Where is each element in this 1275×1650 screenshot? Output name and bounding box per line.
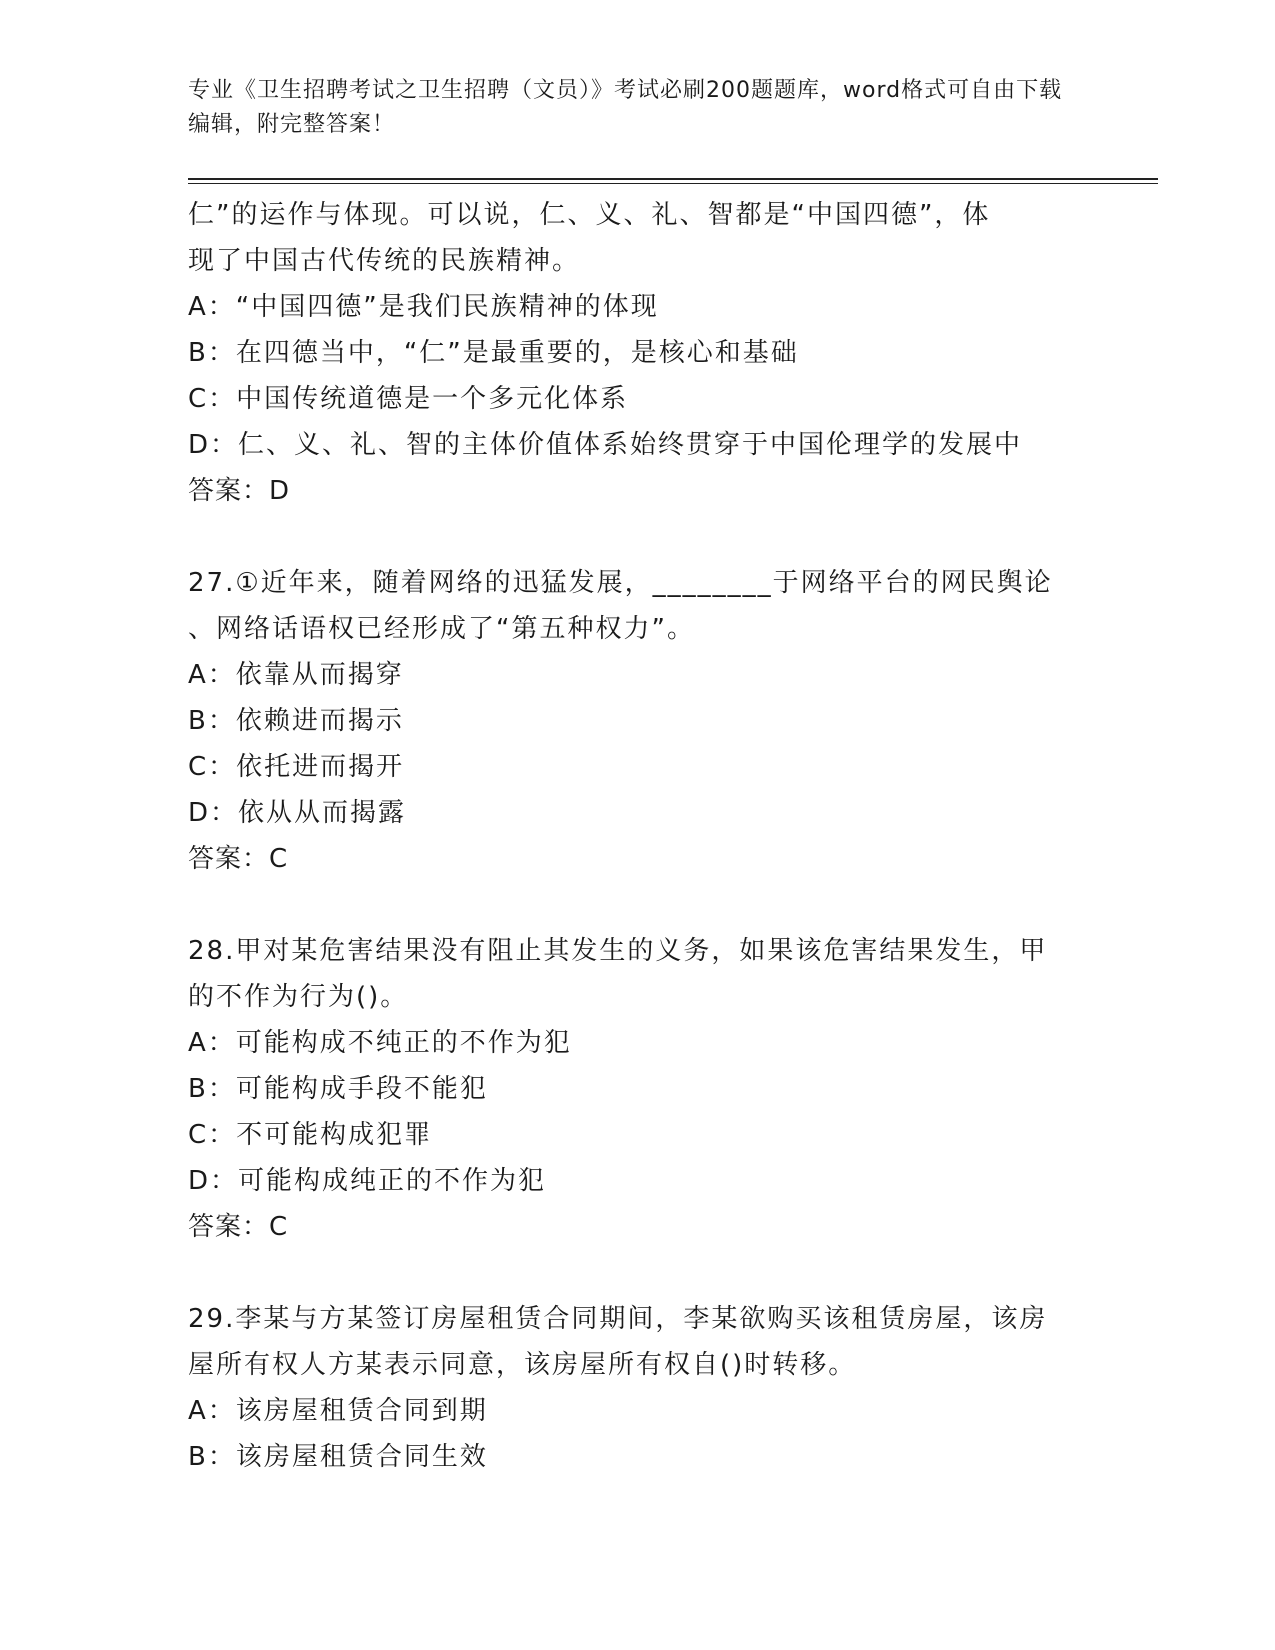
option-b: B：该房屋租赁合同生效	[188, 1442, 488, 1472]
question-27	[188, 560, 1088, 882]
option-a: A：该房屋租赁合同到期	[188, 1396, 488, 1426]
option-a: A：“中国四德”是我们民族精神的体现	[188, 292, 659, 322]
document-body	[188, 192, 1088, 1480]
question-stem-line: 、网络话语权已经形成了“第五种权力”。	[188, 614, 695, 644]
question-stem-line: 28.甲对某危害结果没有阻止其发生的义务，如果该危害结果发生，甲	[188, 936, 1048, 966]
question-26	[188, 192, 1088, 514]
question-29	[188, 1296, 1088, 1480]
question-28	[188, 928, 1088, 1250]
question-stem-line: 27.①近年来，随着网络的迅猛发展，________于网络平台的网民舆论	[188, 568, 1053, 598]
option-d: D：可能构成纯正的不作为犯	[188, 1166, 547, 1196]
answer: 答案：C	[188, 1212, 289, 1242]
question-stem-line: 仁”的运作与体现。可以说，仁、义、礼、智都是“中国四德”，体	[188, 200, 991, 230]
option-a: A：依靠从而揭穿	[188, 660, 404, 690]
option-a: A：可能构成不纯正的不作为犯	[188, 1028, 572, 1058]
option-b: B：可能构成手段不能犯	[188, 1074, 488, 1104]
option-d: D：仁、义、礼、智的主体价值体系始终贯穿于中国伦理学的发展中	[188, 430, 1023, 460]
option-c: C：不可能构成犯罪	[188, 1120, 433, 1150]
question-stem-line: 现了中国古代传统的民族精神。	[188, 246, 581, 276]
question-stem-line: 屋所有权人方某表示同意，该房屋所有权自()时转移。	[188, 1350, 857, 1380]
question-stem-line: 29.李某与方某签订房屋租赁合同期间，李某欲购买该租赁房屋，该房	[188, 1304, 1048, 1334]
option-b: B：在四德当中，“仁”是最重要的，是核心和基础	[188, 338, 799, 368]
question-stem-line: 的不作为行为()。	[188, 982, 409, 1012]
answer: 答案：D	[188, 476, 291, 506]
option-c: C：依托进而揭开	[188, 752, 405, 782]
header-rule-thick	[188, 178, 1158, 180]
answer: 答案：C	[188, 844, 289, 874]
option-d: D：依从从而揭露	[188, 798, 407, 828]
option-b: B：依赖进而揭示	[188, 706, 404, 736]
option-c: C：中国传统道德是一个多元化体系	[188, 384, 629, 414]
header-rule-thin	[188, 183, 1158, 184]
page-header: 专业《卫生招聘考试之卫生招聘（文员）》考试必刷200题题库，word格式可自由下载编辑，附完整答案！	[188, 78, 1063, 137]
